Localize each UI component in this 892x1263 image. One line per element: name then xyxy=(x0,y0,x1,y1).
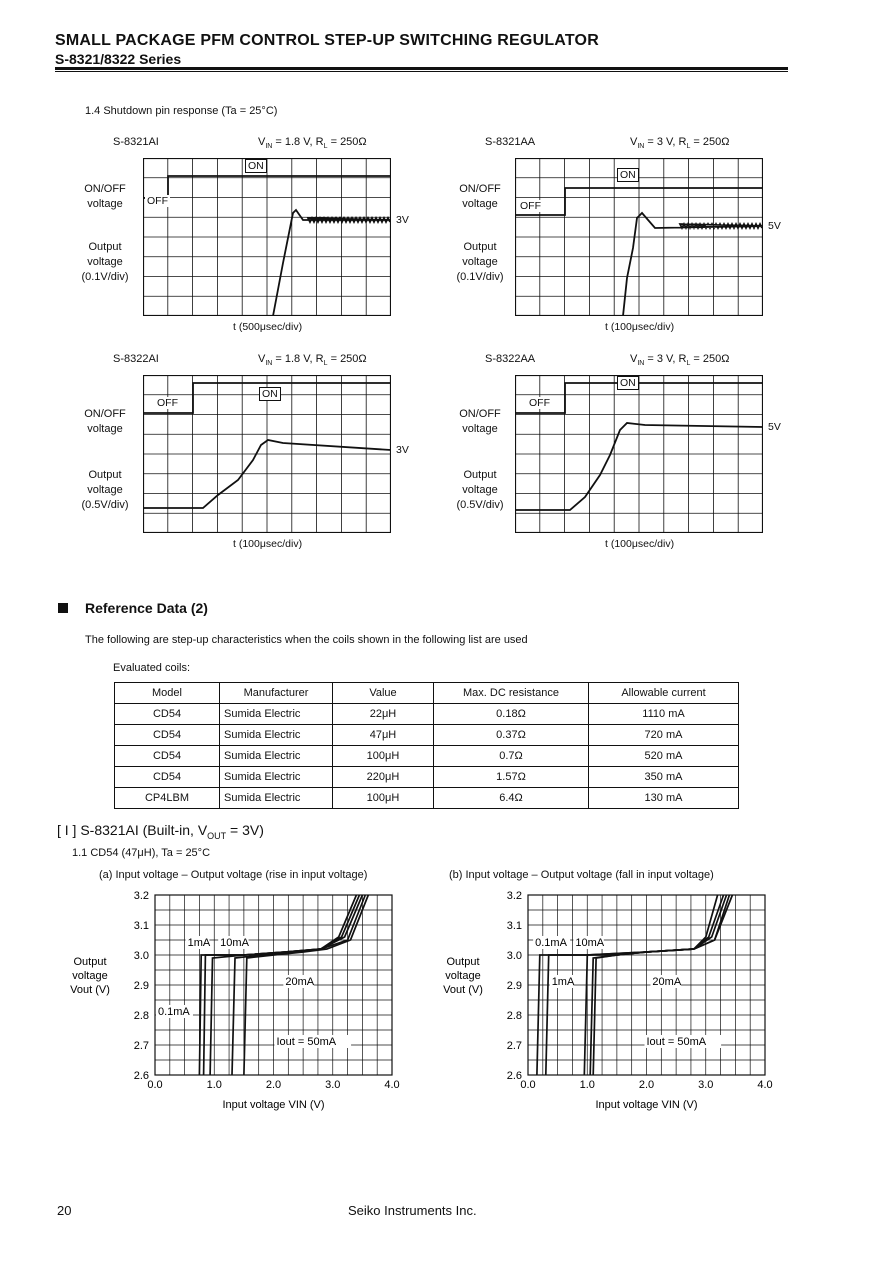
table-cell: 100μH xyxy=(333,788,434,809)
header-rule xyxy=(55,67,788,70)
scope-grid xyxy=(515,158,763,316)
y-tick-label: 2.6 xyxy=(133,1070,149,1082)
cond-end: = 250Ω xyxy=(327,353,367,365)
y-tick-label: 2.8 xyxy=(133,1010,149,1022)
section-heading-1-4: 1.4 Shutdown pin response (Ta = 25°C) xyxy=(85,105,278,117)
time-axis-label: t (500μsec/div) xyxy=(233,321,303,333)
section-i-title-b: = 3V) xyxy=(226,822,264,838)
header-model: Model xyxy=(115,683,220,704)
annotation-label: 10mA xyxy=(220,937,249,949)
table-cell: 1.57Ω xyxy=(434,767,589,788)
y-tick-label: 3.2 xyxy=(506,890,522,902)
x-tick-label: 2.0 xyxy=(638,1079,655,1091)
series-title: S-8321/8322 Series xyxy=(55,51,182,67)
x-axis-label: Input voltage VIN (V) xyxy=(595,1099,698,1111)
annotation-label: 0.1mA xyxy=(535,937,567,949)
table-row xyxy=(115,767,739,788)
cond-vin: V xyxy=(258,136,266,148)
header-manufacturer: Manufacturer xyxy=(220,683,333,704)
cond-rest: = 3 V, R xyxy=(644,353,687,365)
onoff-label: ON/OFF voltage xyxy=(459,408,501,435)
table-cell: 0.18Ω xyxy=(434,704,589,725)
cond-end: = 250Ω xyxy=(690,136,730,148)
header-rule-thin xyxy=(55,71,788,72)
annotation-label: 20mA xyxy=(652,976,682,988)
level-label: 3V xyxy=(396,214,409,226)
cond-rl-sub: L xyxy=(323,360,328,368)
table-cell: 47μH xyxy=(333,725,434,746)
table-cell: CD54 xyxy=(115,704,220,725)
y-axis-label: Output xyxy=(73,956,107,968)
header-current: Allowable current xyxy=(589,683,739,704)
annotation-label: 10mA xyxy=(575,937,605,949)
cond-vin-sub: IN xyxy=(637,143,645,151)
document-title: SMALL PACKAGE PFM CONTROL STEP-UP SWITCHING REGULATOR xyxy=(55,32,599,49)
table-cell: CP4LBM xyxy=(115,788,220,809)
cond-rest: = 3 V, R xyxy=(644,136,687,148)
on-label: ON xyxy=(617,168,639,182)
x-tick-label: 4.0 xyxy=(757,1079,773,1091)
cond-rest: = 1.8 V, R xyxy=(272,353,324,365)
level-label: 5V xyxy=(768,220,781,232)
y-tick-label: 3.0 xyxy=(506,950,522,962)
x-tick-label: 3.0 xyxy=(325,1079,341,1091)
table-cell: 100μH xyxy=(333,746,434,767)
coil-table xyxy=(114,682,739,809)
annotation-label: 20mA xyxy=(285,976,315,988)
output-label: Output voltage (0.1V/div) xyxy=(81,241,129,283)
table-header-row xyxy=(115,683,739,704)
annotation-label: 1mA xyxy=(551,976,575,988)
table-cell: Sumida Electric xyxy=(220,746,333,767)
output-trace xyxy=(623,213,763,316)
scope-conditions xyxy=(630,136,729,150)
table-cell: 220μH xyxy=(333,767,434,788)
y-tick-label: 2.7 xyxy=(133,1040,149,1052)
page-number: 20 xyxy=(57,1203,72,1218)
scope-model: S-8321AI xyxy=(113,136,159,148)
section-i-sub: 1.1 CD54 (47μH), Ta = 25°C xyxy=(72,847,211,859)
cond-rl-sub: L xyxy=(686,143,691,151)
table-cell: Sumida Electric xyxy=(220,704,333,725)
table-cell: Sumida Electric xyxy=(220,725,333,746)
time-axis-label: t (100μsec/div) xyxy=(233,538,303,550)
y-axis-label: voltage xyxy=(72,970,108,982)
x-axis-label: Input voltage VIN (V) xyxy=(222,1099,325,1111)
table-cell: CD54 xyxy=(115,725,220,746)
evaluated-coils-label: Evaluated coils: xyxy=(113,662,191,674)
annotation-label: Iout = 50mA xyxy=(646,1036,707,1048)
scope-grid xyxy=(515,375,763,533)
output-trace xyxy=(273,210,391,316)
y-tick-label: 3.1 xyxy=(506,920,522,932)
onoff-label: ON/OFF voltage xyxy=(84,183,126,210)
on-label: ON xyxy=(259,387,281,401)
cond-rl-sub: L xyxy=(686,360,691,368)
on-label: ON xyxy=(617,376,639,390)
table-cell: Sumida Electric xyxy=(220,788,333,809)
output-label: Output voltage (0.5V/div) xyxy=(81,469,129,511)
table-cell: 130 mA xyxy=(589,788,739,809)
y-axis-label: Output xyxy=(446,956,480,968)
table-cell: 22μH xyxy=(333,704,434,725)
table-cell: CD54 xyxy=(115,767,220,788)
off-label: OFF xyxy=(147,195,168,207)
section-i-title-sub: OUT xyxy=(207,830,227,841)
cond-end: = 250Ω xyxy=(690,353,730,365)
header-resistance: Max. DC resistance xyxy=(434,683,589,704)
annotation-label: 0.1mA xyxy=(157,1006,190,1018)
cond-rest: = 1.8 V, R xyxy=(272,136,324,148)
reference-title: Reference Data (2) xyxy=(85,600,208,616)
y-tick-label: 3.2 xyxy=(133,890,149,902)
off-label: OFF xyxy=(520,200,541,212)
scope-model: S-8322AI xyxy=(113,353,159,365)
table-cell: 6.4Ω xyxy=(434,788,589,809)
y-tick-label: 2.6 xyxy=(506,1070,522,1082)
off-label: OFF xyxy=(529,397,550,409)
onoff-label: ON/OFF voltage xyxy=(459,183,501,210)
level-label: 5V xyxy=(768,421,781,433)
cond-vin: V xyxy=(258,353,266,365)
y-tick-label: 2.8 xyxy=(506,1010,522,1022)
table-cell: 1110 mA xyxy=(589,704,739,725)
y-tick-label: 3.1 xyxy=(133,920,149,932)
scope-grid xyxy=(143,158,391,316)
scope-model: S-8321AA xyxy=(485,136,536,148)
cond-vin-sub: IN xyxy=(265,143,273,151)
annotation-label: 1mA xyxy=(187,937,211,949)
cond-vin: V xyxy=(630,136,638,148)
section-i-title xyxy=(57,822,264,841)
section-bullet xyxy=(58,603,68,613)
chart-rise-input-voltage xyxy=(60,885,420,1115)
onoff-label: ON/OFF voltage xyxy=(84,408,126,435)
cond-vin-sub: IN xyxy=(265,360,273,368)
y-tick-label: 2.9 xyxy=(133,980,149,992)
header-value: Value xyxy=(333,683,434,704)
cond-vin-sub: IN xyxy=(637,360,645,368)
y-axis-label: voltage xyxy=(445,970,481,982)
reference-intro: The following are step-up characteristics when the coils shown in the following list are used xyxy=(85,634,528,646)
y-tick-label: 3.0 xyxy=(133,950,149,962)
table-cell: 520 mA xyxy=(589,746,739,767)
caption-b: (b) Input voltage – Output voltage (fall in input voltage) xyxy=(449,869,714,881)
time-axis-label: t (100μsec/div) xyxy=(605,538,675,550)
section-i-title-a: [ I ] S-8321AI (Built-in, V xyxy=(57,822,208,838)
x-tick-label: 4.0 xyxy=(384,1079,400,1091)
scope-conditions xyxy=(630,353,729,367)
y-tick-label: 2.7 xyxy=(506,1040,522,1052)
chart-fall-input-voltage xyxy=(433,885,793,1115)
table-row xyxy=(115,704,739,725)
table-cell: 350 mA xyxy=(589,767,739,788)
time-axis-label: t (100μsec/div) xyxy=(605,321,675,333)
output-label: Output voltage (0.1V/div) xyxy=(456,241,504,283)
table-cell: 0.7Ω xyxy=(434,746,589,767)
table-row xyxy=(115,746,739,767)
y-axis-label: Vout (V) xyxy=(70,984,110,996)
scope-conditions xyxy=(258,353,367,367)
x-tick-label: 0.0 xyxy=(147,1079,163,1091)
x-tick-label: 1.0 xyxy=(206,1079,222,1091)
table-row xyxy=(115,725,739,746)
on-label: ON xyxy=(245,159,267,173)
cond-end: = 250Ω xyxy=(327,136,367,148)
cond-vin: V xyxy=(630,353,638,365)
table-cell: 0.37Ω xyxy=(434,725,589,746)
annotation-label: Iout = 50mA xyxy=(276,1036,337,1048)
table-row xyxy=(115,788,739,809)
level-label: 3V xyxy=(396,444,409,456)
x-tick-label: 0.0 xyxy=(520,1079,536,1091)
output-label: Output voltage (0.5V/div) xyxy=(456,469,504,511)
x-tick-label: 3.0 xyxy=(698,1079,714,1091)
x-tick-label: 1.0 xyxy=(579,1079,595,1091)
y-tick-label: 2.9 xyxy=(506,980,522,992)
x-tick-label: 2.0 xyxy=(265,1079,282,1091)
y-axis-label: Vout (V) xyxy=(443,984,483,996)
cond-rl-sub: L xyxy=(323,143,328,151)
scope-conditions xyxy=(258,136,367,150)
table-cell: CD54 xyxy=(115,746,220,767)
table-cell: 720 mA xyxy=(589,725,739,746)
table-cell: Sumida Electric xyxy=(220,767,333,788)
caption-a: (a) Input voltage – Output voltage (rise in input voltage) xyxy=(99,869,368,881)
company-name: Seiko Instruments Inc. xyxy=(348,1203,477,1218)
scope-model: S-8322AA xyxy=(485,353,536,365)
off-label: OFF xyxy=(157,397,178,409)
